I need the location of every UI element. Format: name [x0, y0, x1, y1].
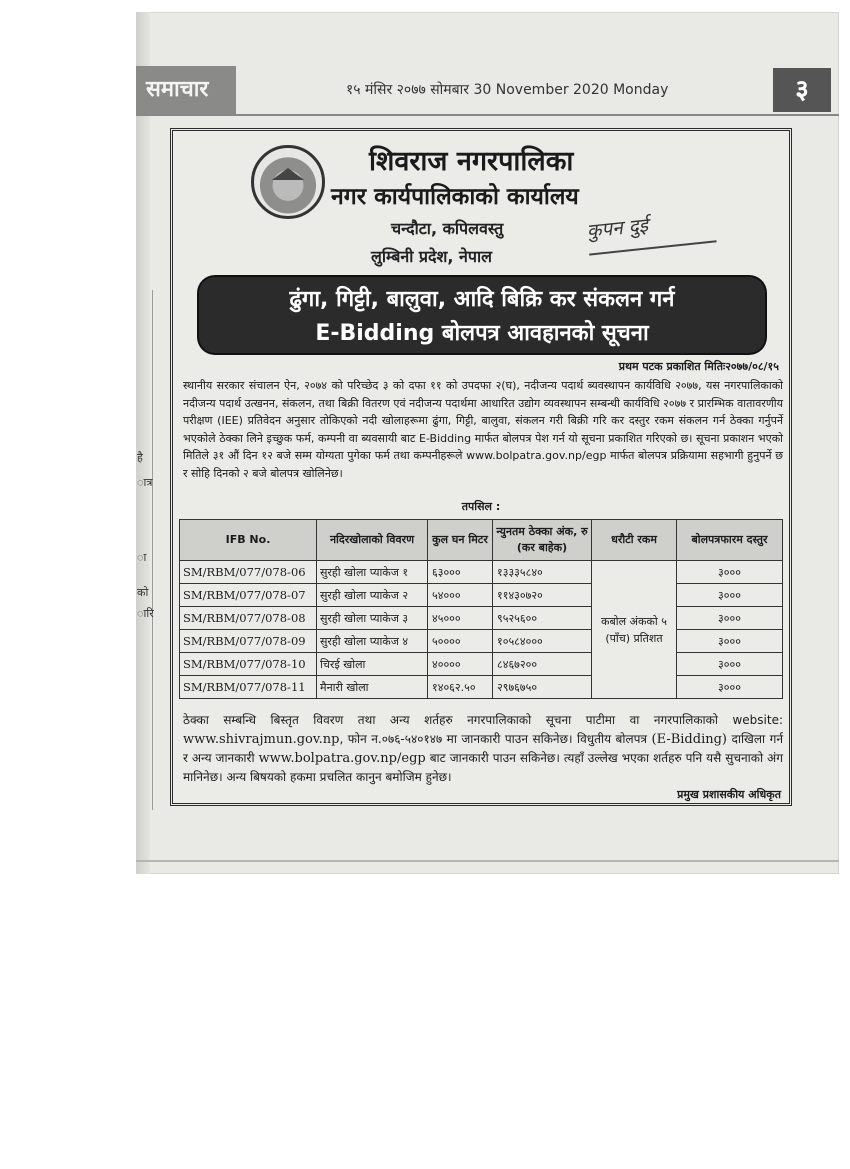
ifb-number: SM/RBM/077/078-11: [180, 676, 317, 699]
ifb-number: SM/RBM/077/078-06: [180, 561, 317, 584]
river-description: सुरही खोला प्याकेज २: [317, 584, 428, 607]
cubic-meter: ४५०००: [428, 607, 493, 630]
cubic-meter: ५००००: [428, 630, 493, 653]
table-row: [180, 630, 783, 653]
footer-text: , फोन न.०७६-५४०१४७ मा जानकारी पाउन सकिनेछ। विधुतीय बोलपत्र: [339, 732, 648, 746]
fragment-text: ा: [137, 551, 147, 564]
ifb-number: SM/RBM/077/078-09: [180, 630, 317, 653]
header-rule: [136, 114, 839, 116]
cubic-meter: ४००००: [428, 653, 493, 676]
office-location: चन्दौटा, कपिलवस्तु: [391, 219, 504, 238]
ifb-number: SM/RBM/077/078-10: [180, 653, 317, 676]
banner-line-2: E-Bidding बोलपत्र आवहानको सूचना: [315, 321, 649, 346]
minimum-amount: ११४३०७२०: [493, 584, 592, 607]
form-fee: ३०००: [677, 607, 783, 630]
bolpatra-link[interactable]: www.bolpatra.gov.np/egp: [258, 751, 426, 766]
banner-line-1: ढुंगा, गिट्टी, बालुवा, आदि बिक्रि कर संकलन गर्न: [289, 287, 675, 312]
minimum-amount: ८४६७२००: [493, 653, 592, 676]
table-row: [180, 676, 783, 699]
notice-banner: [199, 277, 765, 353]
section-title: समाचार: [136, 66, 236, 114]
river-description: चिरई खोला: [317, 653, 428, 676]
column-header: कुल घन मिटर: [428, 520, 493, 561]
published-date: प्रथम पटक प्रकाशित मितिः२०७७/०८/१५: [618, 360, 779, 373]
schedule-label: तपसिल :: [461, 500, 501, 513]
fragment-text: ारि: [137, 607, 154, 620]
column-header: धरौटी रकम: [592, 520, 677, 561]
adjacent-column-fragments: [136, 290, 153, 810]
river-description: सुरही खोला प्याकेज १: [317, 561, 428, 584]
province-name: लुम्बिनी प्रदेश, नेपाल: [371, 247, 493, 266]
notice-body: स्थानीय सरकार संचालन ऐन, २०७४ को परिच्छेद ३ को दफा ११ को उपदफा २(घ), नदीजन्य पदार्थ ब्यवस्थापन कार्यविधि २०७७, यस नगरपालिकाको नदीजन्य पदार्थ उत्खनन, संकलन, तथा बिक्री वितरण एवं नदीजन्य पदार्थमा आधारित उद्योग व्यवस्थापन सम्बन्धी कार्यविधि २०७७ र प्रारम्भिक वातावरणीय परीक्षण (IEE) प्रतिवेदन अनुसार तोकिएको नदी खोलाहरूमा ढुंगा, गिट्टी, बालुवा, संकलन गरी बिक्री गरि कर दस्तुर रकम संकलन गर्न ठेक्का गर्नुपर्ने भएकोले ठेक्का लिने इच्छुक फर्म, कम्पनी वा ब्यवसायी बाट E-Bidding मार्फत बोलपत्र पेश गर्न यो सूचना प्रकाशित गरिएको छ। सूचना प्रकाशन भएको मितिले ३१ औं दिन १२ बजे सम्म योग्यता पुगेका फर्म तथा कम्पनीहरूले www.bolpatra.gov.np/egp मार्फत बोलपत्र प्रक्रियामा सहभागी हुनुपर्ने छ र सोहि दिनको २ बजे बोलपत्र खोलिनेछ।: [183, 379, 783, 480]
ifb-table: [179, 519, 783, 699]
ebidding-label: (E-Bidding): [651, 732, 727, 747]
column-header: नदिरखोलाको विवरण: [317, 520, 428, 561]
table-row: [180, 584, 783, 607]
dateline: १५ मंसिर २०७७ सोमबार 30 November 2020 Monday: [346, 82, 669, 98]
river-description: सुरही खोला प्याकेज ४: [317, 630, 428, 653]
minimum-amount: १०५८४०००: [493, 630, 592, 653]
table-row: [180, 561, 783, 584]
table-row: [180, 607, 783, 630]
ifb-number: SM/RBM/077/078-07: [180, 584, 317, 607]
newspaper-header: [136, 66, 839, 114]
minimum-amount: १३३३५८४०: [493, 561, 592, 584]
minimum-amount: २९७६७५०: [493, 676, 592, 699]
column-header: IFB No.: [180, 520, 317, 561]
column-header: न्युनतम ठेक्का अंक, रु (कर बाहेक): [493, 520, 592, 561]
river-description: मैनारी खोला: [317, 676, 428, 699]
table-row: [180, 653, 783, 676]
form-fee: ३०००: [677, 584, 783, 607]
website-link[interactable]: www.shivrajmun.gov.np: [183, 732, 340, 747]
ifb-number: SM/RBM/077/078-08: [180, 607, 317, 630]
notice-footer: [183, 711, 783, 787]
nepal-emblem-icon: [251, 145, 325, 219]
table-header-row: [180, 520, 783, 561]
municipality-name: शिवराज नगरपालिका: [369, 146, 574, 177]
form-fee: ३०००: [677, 630, 783, 653]
cubic-meter: ५४०००: [428, 584, 493, 607]
minimum-amount: ९५२५६००: [493, 607, 592, 630]
tender-notice: [170, 128, 792, 806]
river-description: सुरही खोला प्याकेज ३: [317, 607, 428, 630]
office-name: नगर कार्यपालिकाको कार्यालय: [331, 184, 579, 210]
form-fee: ३०००: [677, 676, 783, 699]
form-fee: ३०००: [677, 561, 783, 584]
form-fee: ३०००: [677, 653, 783, 676]
page-number: ३: [773, 68, 831, 112]
footer-text: ठेक्का सम्बन्धि बिस्तृत विवरण तथा अन्य शर्तहरु नगरपालिकाको सूचना पाटीमा वा नगरपालिकाको website:: [183, 713, 783, 727]
fragment-text: ात्र: [137, 476, 153, 489]
cubic-meter: १४०६२.५०: [428, 676, 493, 699]
signatory-title: प्रमुख प्रशासकीय अधिकृत: [677, 788, 781, 801]
mountain-icon: [272, 168, 304, 180]
handwritten-note: कुपन दुई: [585, 204, 716, 255]
fragment-text: को: [137, 586, 149, 599]
fragment-text: है: [137, 451, 143, 464]
cubic-meter: ६३०००: [428, 561, 493, 584]
footer-text: बाट जानकारी पाउन सकिनेछ। त्यहाँ उल्लेख भएका शर्तहरु पनि यसै सुचनाको अंग मानिनेछ। अन्य बिषयको हकमा प्रचलित कानुन बमोजिम हुनेछ।: [183, 751, 783, 784]
deposit-amount: कबोल अंकको ५ (पाँच) प्रतिशत: [592, 561, 677, 699]
scan-bottom-edge: [136, 860, 839, 862]
column-header: बोलपत्रफारम दस्तुर: [677, 520, 783, 561]
footer-text: दाखिला गर्न र अन्य जानकारी: [183, 732, 783, 765]
